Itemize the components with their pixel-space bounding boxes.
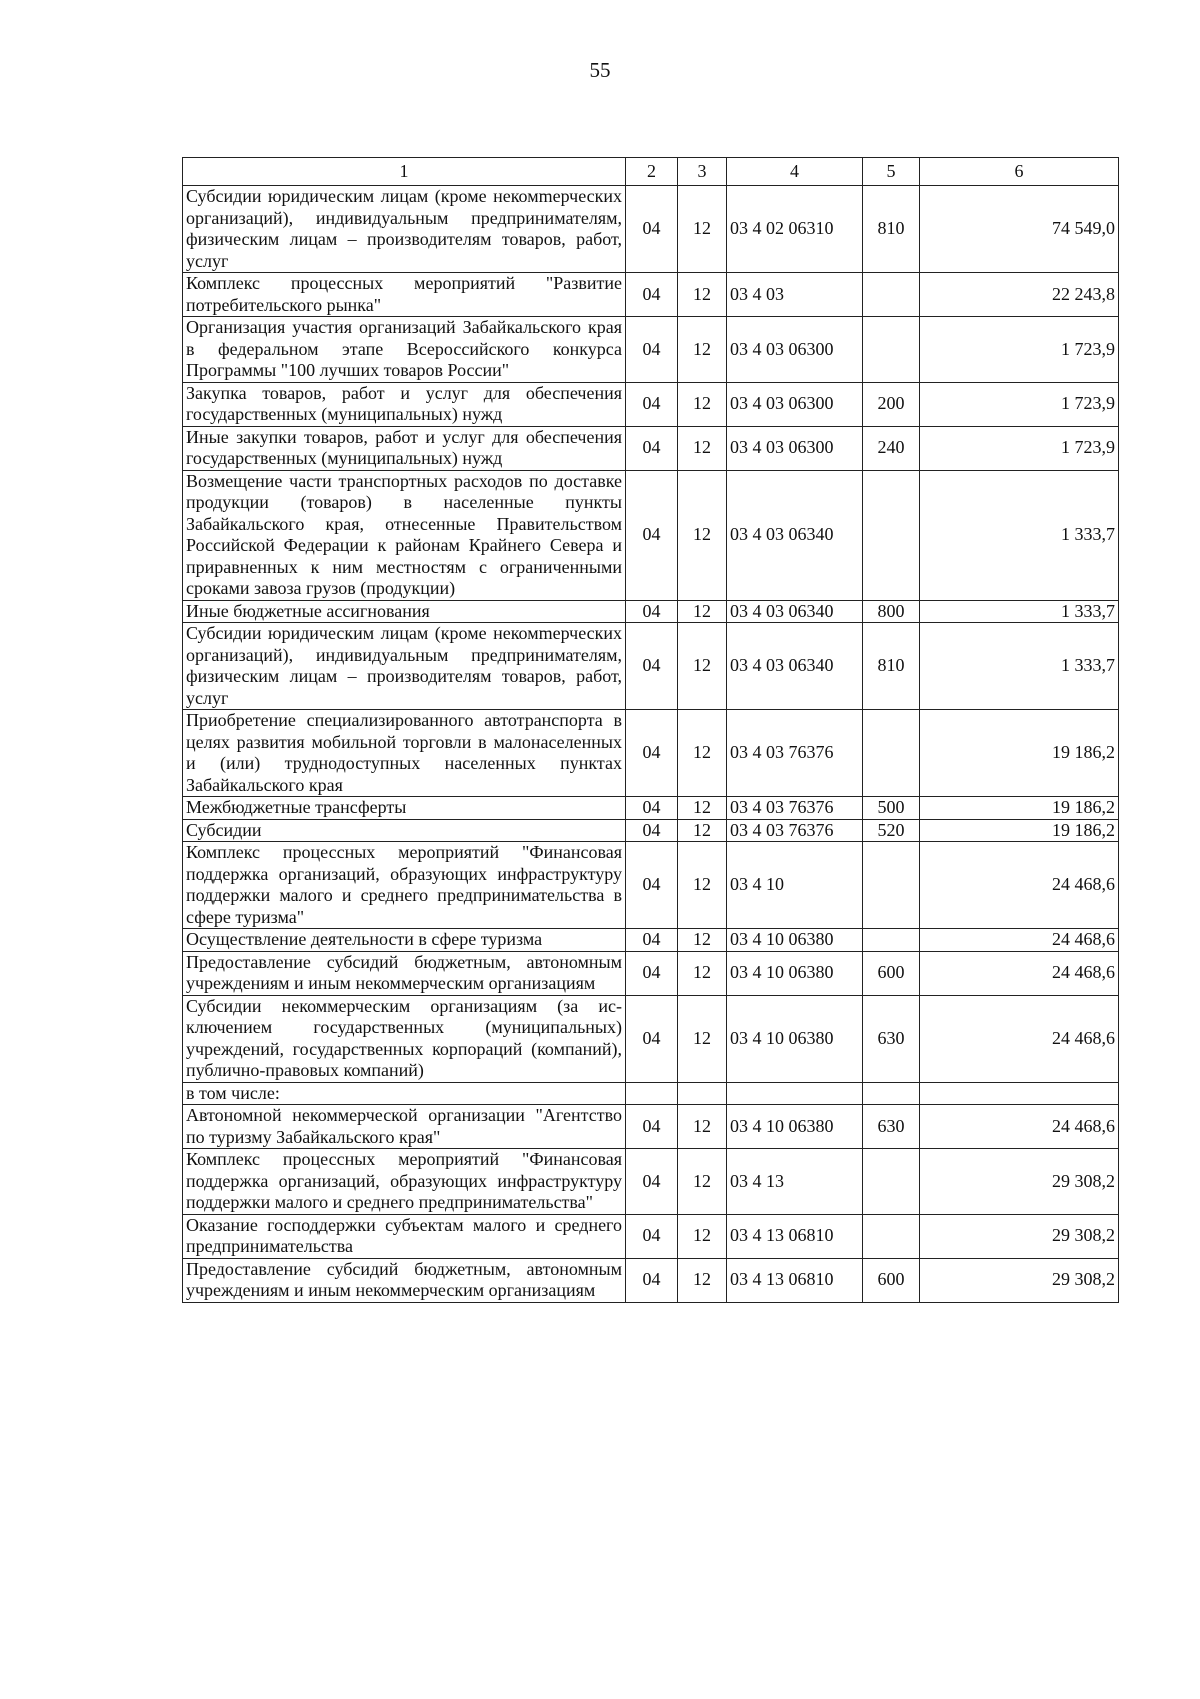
item-name: Приобретение специализированного автотранспорта в целях развития мобильной торговли в малонаселенных и (или) труднодоступных населенных пунктах Забайкальского края [183,710,626,797]
amount: 24 468,6 [920,995,1119,1082]
table-row [183,929,1119,952]
expense-type-code [863,710,920,797]
section-code: 04 [626,1149,678,1215]
amount: 1 723,9 [920,317,1119,383]
amount: 22 243,8 [920,273,1119,317]
table-row [183,995,1119,1082]
table-row [183,273,1119,317]
item-name: Организация участия организаций Забайкальского края в федеральном этапе Всероссийского конкурса Программы "100 лучших товаров России" [183,317,626,383]
header-cell: 5 [863,158,920,186]
section-code: 04 [626,623,678,710]
target-article-code: 03 4 03 06300 [727,382,863,426]
item-name: Предоставление субсидий бюджетным, автономным учреждениям и иным некоммерческим организациям [183,951,626,995]
target-article-code: 03 4 13 06810 [727,1258,863,1302]
section-code [626,1082,678,1105]
subsection-code: 12 [678,186,727,273]
item-name: Межбюджетные трансферты [183,797,626,820]
header-cell: 6 [920,158,1119,186]
subsection-code [678,1082,727,1105]
page-number: 55 [589,58,611,82]
table-row [183,426,1119,470]
subsection-code: 12 [678,1149,727,1215]
budget-table [182,157,1119,1303]
item-name: Иные закупки товаров, работ и услуг для обеспечения государственных (муниципальных) нужд [183,426,626,470]
subsection-code: 12 [678,1105,727,1149]
expense-type-code [863,842,920,929]
subsection-code: 12 [678,600,727,623]
expense-type-code [863,1149,920,1215]
target-article-code: 03 4 03 76376 [727,797,863,820]
subsection-code: 12 [678,995,727,1082]
table-row [183,797,1119,820]
amount: 1 723,9 [920,382,1119,426]
amount: 1 333,7 [920,470,1119,600]
subsection-code: 12 [678,929,727,952]
target-article-code: 03 4 03 06340 [727,470,863,600]
item-name: Субсидии юридическим лицам (кроме некомmерческих организаций), индивидуальным предпринимателям, физическим лицам – производителям товаров, работ, услуг [183,623,626,710]
table-row [183,600,1119,623]
subsection-code: 12 [678,317,727,383]
section-code: 04 [626,1214,678,1258]
section-code: 04 [626,317,678,383]
item-name: Иные бюджетные ассигнования [183,600,626,623]
target-article-code: 03 4 03 06300 [727,426,863,470]
subsection-code: 12 [678,1258,727,1302]
section-code: 04 [626,1258,678,1302]
section-code: 04 [626,995,678,1082]
section-code: 04 [626,186,678,273]
amount: 24 468,6 [920,951,1119,995]
expense-type-code: 520 [863,819,920,842]
expense-type-code [863,929,920,952]
amount: 74 549,0 [920,186,1119,273]
target-article-code: 03 4 03 06340 [727,623,863,710]
amount: 29 308,2 [920,1149,1119,1215]
amount: 19 186,2 [920,819,1119,842]
expense-type-code: 200 [863,382,920,426]
item-name: Комплекс процессных мероприятий "Развитие потребительского рынка" [183,273,626,317]
table-row [183,819,1119,842]
table-row [183,623,1119,710]
item-name: Автономной некоммерческой организации "Агентство по туризму Забайкальского края" [183,1105,626,1149]
section-code: 04 [626,470,678,600]
target-article-code: 03 4 10 06380 [727,1105,863,1149]
amount: 1 723,9 [920,426,1119,470]
table-row [183,186,1119,273]
table-row [183,1214,1119,1258]
amount: 24 468,6 [920,842,1119,929]
amount: 19 186,2 [920,710,1119,797]
subsection-code: 12 [678,382,727,426]
table-row [183,710,1119,797]
target-article-code: 03 4 03 [727,273,863,317]
header-row [183,158,1119,186]
section-code: 04 [626,929,678,952]
amount [920,1082,1119,1105]
section-code: 04 [626,382,678,426]
target-article-code: 03 4 10 06380 [727,929,863,952]
item-name: Предоставление субсидий бюджетным, автономным учреждениям и иным некоммерческим организациям [183,1258,626,1302]
table-row [183,317,1119,383]
amount: 1 333,7 [920,623,1119,710]
target-article-code: 03 4 03 76376 [727,819,863,842]
expense-type-code [863,1082,920,1105]
target-article-code: 03 4 03 06300 [727,317,863,383]
amount: 29 308,2 [920,1214,1119,1258]
section-code: 04 [626,426,678,470]
item-name: Комплекс процессных мероприятий "Финансовая поддержка организаций, образующих инфраструктуру поддержки малого и среднего предпринимательства" [183,1149,626,1215]
target-article-code: 03 4 03 06340 [727,600,863,623]
subsection-code: 12 [678,819,727,842]
table-row [183,470,1119,600]
expense-type-code: 600 [863,951,920,995]
subsection-code: 12 [678,273,727,317]
item-name: в том числе: [183,1082,626,1105]
expense-type-code: 630 [863,1105,920,1149]
section-code: 04 [626,819,678,842]
table-row [183,1082,1119,1105]
section-code: 04 [626,600,678,623]
expense-type-code: 810 [863,623,920,710]
header-cell: 1 [183,158,626,186]
expense-type-code: 630 [863,995,920,1082]
table-row [183,951,1119,995]
target-article-code: 03 4 10 [727,842,863,929]
item-name: Закупка товаров, работ и услуг для обеспечения государственных (муниципальных) нужд [183,382,626,426]
subsection-code: 12 [678,470,727,600]
table-row [183,1149,1119,1215]
table-row [183,382,1119,426]
amount: 29 308,2 [920,1258,1119,1302]
item-name: Субсидии юридическим лицам (кроме некомmерческих организаций), индивидуальным предпринимателям, физическим лицам – производителям товаров, работ, услуг [183,186,626,273]
header-cell: 2 [626,158,678,186]
target-article-code: 03 4 02 06310 [727,186,863,273]
section-code: 04 [626,1105,678,1149]
subsection-code: 12 [678,710,727,797]
item-name: Оказание господдержки субъектам малого и среднего предпринимательства [183,1214,626,1258]
section-code: 04 [626,710,678,797]
amount: 19 186,2 [920,797,1119,820]
target-article-code: 03 4 13 06810 [727,1214,863,1258]
table-row [183,1258,1119,1302]
item-name: Возмещение части транспортных расходов по доставке продукции (товаров) в населенные пункты Забайкальского края, отнесенные Правительством Российской Федерации к районам Крайнего Севера и приравненных к ним местностям с ограниченными сроками завоза грузов (продукции) [183,470,626,600]
amount: 24 468,6 [920,929,1119,952]
header-cell: 3 [678,158,727,186]
subsection-code: 12 [678,797,727,820]
target-article-code: 03 4 10 06380 [727,995,863,1082]
item-name: Субсидии некоммерческим организациям (за исключением государственных (муниципальных) учреждений, государственных корпораций (компаний), публично-правовых компаний) [183,995,626,1082]
expense-type-code [863,317,920,383]
item-name: Субсидии [183,819,626,842]
target-article-code: 03 4 10 06380 [727,951,863,995]
expense-type-code: 500 [863,797,920,820]
table-row [183,1105,1119,1149]
expense-type-code [863,1214,920,1258]
subsection-code: 12 [678,1214,727,1258]
subsection-code: 12 [678,426,727,470]
expense-type-code [863,273,920,317]
expense-type-code [863,470,920,600]
target-article-code: 03 4 13 [727,1149,863,1215]
section-code: 04 [626,273,678,317]
item-name: Комплекс процессных мероприятий "Финансовая поддержка организаций, образующих инфраструктуру поддержки малого и среднего предпринимательства в сфере туризма" [183,842,626,929]
section-code: 04 [626,842,678,929]
expense-type-code: 240 [863,426,920,470]
expense-type-code: 810 [863,186,920,273]
target-article-code [727,1082,863,1105]
amount: 24 468,6 [920,1105,1119,1149]
header-cell: 4 [727,158,863,186]
table-row [183,842,1119,929]
subsection-code: 12 [678,623,727,710]
target-article-code: 03 4 03 76376 [727,710,863,797]
section-code: 04 [626,951,678,995]
amount: 1 333,7 [920,600,1119,623]
expense-type-code: 600 [863,1258,920,1302]
subsection-code: 12 [678,842,727,929]
subsection-code: 12 [678,951,727,995]
expense-type-code: 800 [863,600,920,623]
item-name: Осуществление деятельности в сфере туризма [183,929,626,952]
section-code: 04 [626,797,678,820]
